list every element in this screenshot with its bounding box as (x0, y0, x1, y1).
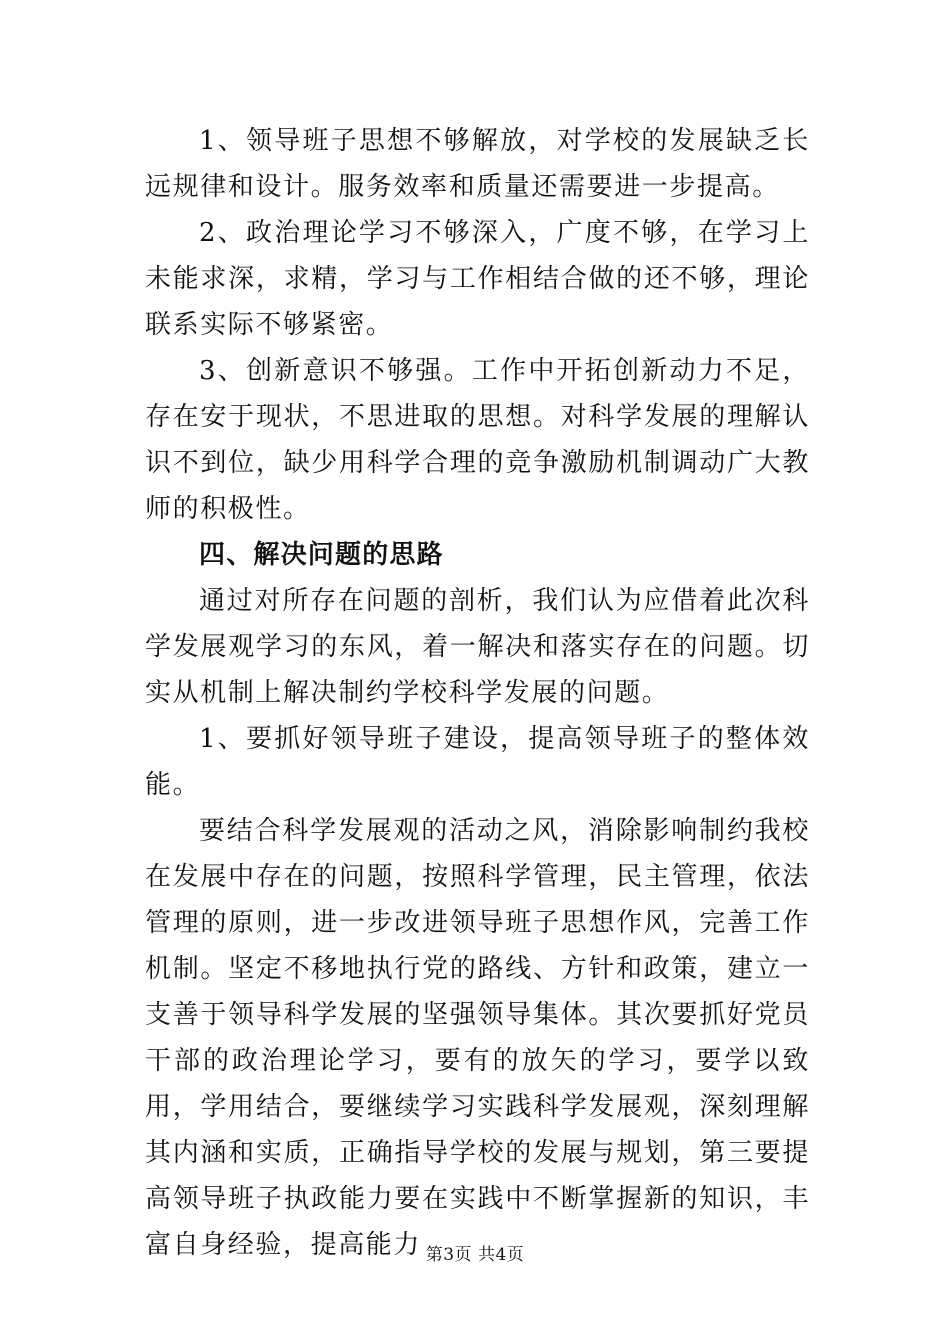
section-heading: 四、解决问题的思路 (199, 540, 444, 570)
paragraph-problem-1: 1、领导班子思想不够解放，对学校的发展缺乏长远规律和设计。服务效率和质量还需要进一步提高。 (145, 126, 810, 202)
paragraph-measure-1-body: 要结合科学发展观的活动之风，消除影响制约我校在发展中存在的问题，按照科学管理，民主管理，依法管理的原则，进一步改进领导班子思想作风，完善工作机制。坚定不移地执行党的路线、方针和政策，建立一支善于领导科学发展的坚强领导集体。其次要抓好党员干部的政治理论学习，要有的放矢的学习，要学以致用，学用结合，要继续学习实践科学发展观，深刻理解其内涵和实质，正确指导学校的发展与规划，第三要提高领导班子执政能力要在实践中不断掌握新的知识，丰富自身经验，提高能力 (145, 816, 810, 1260)
paragraph-problem-3: 3、创新意识不够强。工作中开拓创新动力不足，存在安于现状，不思进取的思想。对科学发展的理解认识不到位，缺少用科学合理的竞争激励机制调动广大教师的积极性。 (145, 356, 810, 524)
document-body (145, 118, 810, 1268)
paragraph-measure-1-title: 1、要抓好领导班子建设，提高领导班子的整体效能。 (145, 724, 810, 800)
paragraph-problem-2: 2、政治理论学习不够深入，广度不够，在学习上未能求深，求精，学习与工作相结合做的还不够，理论联系实际不够紧密。 (145, 218, 810, 340)
paragraph-intro: 通过对所存在问题的剖析，我们认为应借着此次科学发展观学习的东风，着一解决和落实存在的问题。切实从机制上解决制约学校科学发展的问题。 (145, 586, 810, 708)
page-number-footer: 第3页 共4页 (425, 1245, 525, 1265)
